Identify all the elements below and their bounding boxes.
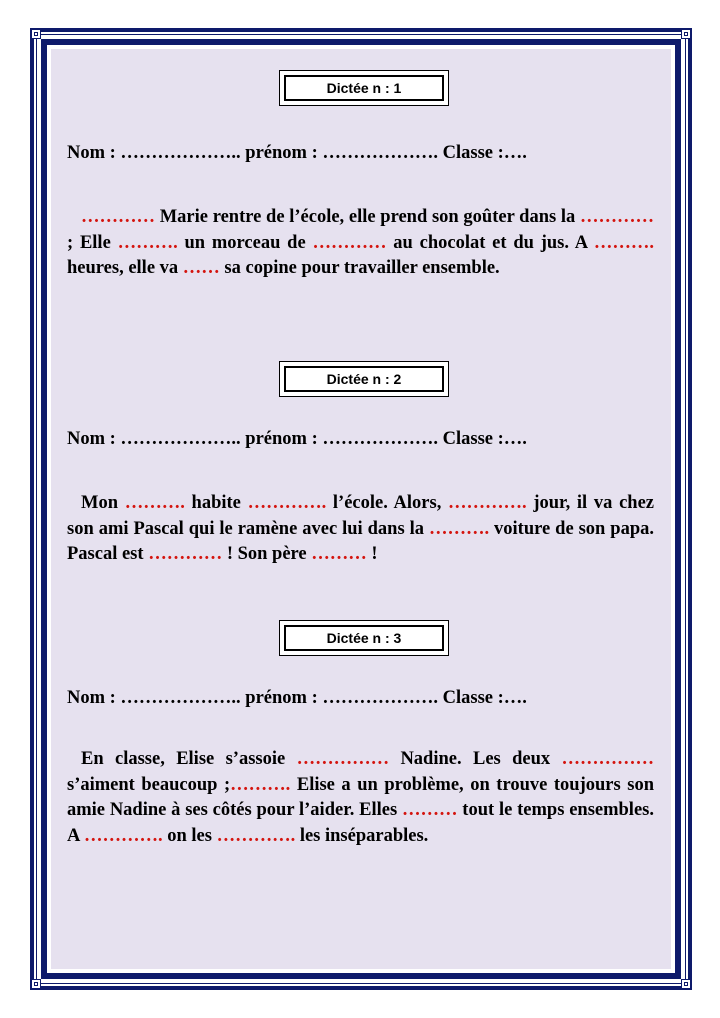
text-segment: jour, il va chez son ami Pascal qui le ramène avec lui dans la (67, 493, 655, 539)
text-segment: l’école. Alors, (326, 493, 449, 513)
corner-ornament (681, 979, 691, 989)
fill-in-blank: …………… (561, 749, 654, 769)
fill-in-blank: ………. (428, 518, 490, 539)
fill-in-blank: ………. (117, 232, 178, 253)
fill-in-blank: ………… (148, 544, 223, 564)
dictee-text (67, 491, 654, 568)
student-info-line: Nom : ……………….. prénom : ………………. Classe :…. (67, 429, 527, 449)
dictee-text (67, 747, 654, 849)
fill-in-blank: ………… (580, 207, 654, 227)
text-segment: ; Elle (67, 232, 118, 253)
dictee-title: Dictée n : 2 (284, 366, 444, 392)
fill-in-blank: …………. (216, 825, 296, 846)
fill-in-blank: ………. (230, 774, 291, 795)
text-segment: on les (162, 825, 217, 846)
corner-ornament (681, 29, 691, 39)
corner-ornament (31, 979, 41, 989)
student-info-line: Nom : ……………….. prénom : ………………. Classe :…. (67, 143, 527, 163)
fill-in-blank: ………. (124, 493, 185, 513)
fill-in-blank: …………. (448, 493, 527, 513)
fill-in-blank: …………… (296, 749, 390, 769)
text-segment: Nadine. Les deux (389, 749, 562, 769)
fill-in-blank: ………… (312, 232, 387, 253)
text-segment: ! Son père (222, 544, 312, 564)
text-segment: tout le temps ensembles. A (67, 800, 654, 846)
fill-in-blank: ………. (593, 232, 655, 253)
text-segment: les inséparables. (295, 825, 429, 846)
text-segment: En classe, Elise s’assoie (81, 749, 297, 769)
text-segment: au chocolat et du jus. A (386, 232, 594, 253)
text-segment: Elise a un problème, on trouve toujours son amie Nadine à ses côtés pour l’aider. Elles (67, 774, 654, 820)
text-segment: sa copine pour travailler ensemble. (219, 258, 500, 278)
dictee-title-box (279, 70, 449, 106)
fill-in-blank: ……… (311, 544, 367, 564)
text-segment: un morceau de (177, 232, 313, 253)
dictee-title: Dictée n : 3 (284, 625, 444, 651)
text-segment: heures, elle va (67, 258, 183, 278)
text-segment: s’aiment beaucoup ; (67, 774, 231, 795)
text-segment: Marie rentre de l’école, elle prend son goûter dans la (155, 207, 580, 227)
text-segment: Mon (81, 493, 125, 513)
fill-in-blank: …… (182, 258, 220, 278)
dictee-title: Dictée n : 1 (284, 75, 444, 101)
corner-ornament (31, 29, 41, 39)
student-info-line: Nom : ……………….. prénom : ………………. Classe :…. (67, 688, 527, 708)
fill-in-blank: …………. (83, 825, 163, 846)
fill-in-blank: …………. (247, 493, 327, 513)
fill-in-blank: ………… (81, 207, 155, 227)
text-segment: ! (366, 544, 378, 564)
dictee-title-box (279, 620, 449, 656)
dictee-title-box (279, 361, 449, 397)
fill-in-blank: ……… (401, 800, 458, 820)
text-segment: habite (184, 493, 248, 513)
dictee-text (67, 205, 654, 282)
text-segment: voiture de son papa. Pascal est (67, 518, 654, 564)
